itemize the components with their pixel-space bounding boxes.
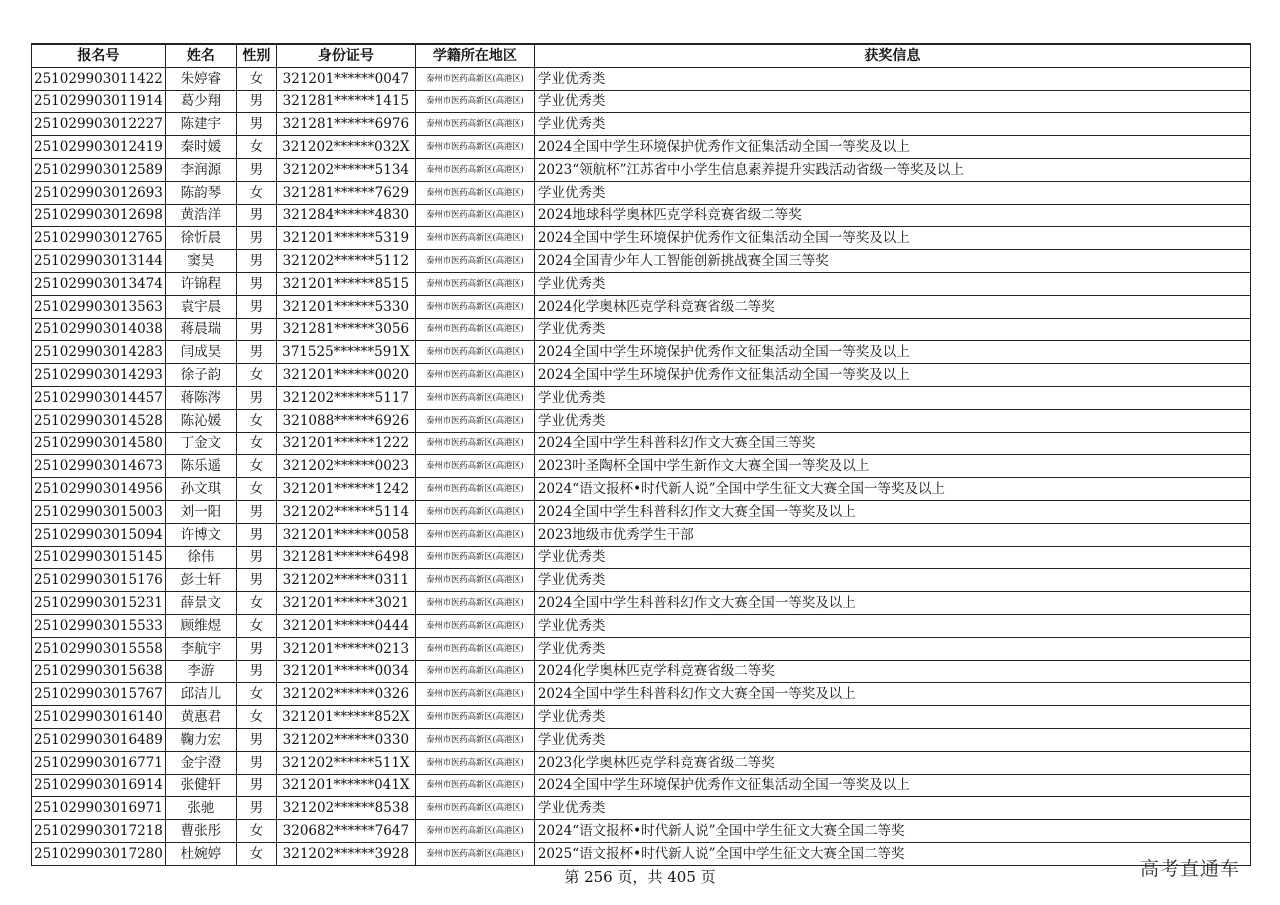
- award-info-cell: 学业优秀类: [534, 797, 1250, 820]
- school-region-cell: 泰州市医药高新区(高港区): [415, 432, 534, 455]
- award-info-cell: 2024全国中学生环境保护优秀作文征集活动全国一等奖及以上: [534, 227, 1250, 250]
- gender-cell: 女: [236, 820, 276, 843]
- award-info-cell: 学业优秀类: [534, 113, 1250, 136]
- student-name-cell: 丁金文: [165, 432, 236, 455]
- table-row: [32, 706, 1251, 729]
- id-number-cell: 321201******0034: [276, 660, 415, 683]
- gender-cell: 女: [236, 842, 276, 865]
- award-info-cell: 2024全国青少年人工智能创新挑战赛全国三等奖: [534, 250, 1250, 273]
- table-row: [32, 227, 1251, 250]
- gender-cell: 男: [236, 158, 276, 181]
- student-name-cell: 徐子韵: [165, 364, 236, 387]
- gender-cell: 男: [236, 523, 276, 546]
- school-region-cell: 泰州市医药高新区(高港区): [415, 706, 534, 729]
- gender-cell: 男: [236, 90, 276, 113]
- id-number-cell: 321201******0020: [276, 364, 415, 387]
- id-number-cell: 321201******0058: [276, 523, 415, 546]
- table-row: [32, 569, 1251, 592]
- gender-cell: 男: [236, 637, 276, 660]
- student-name-cell: 徐忻晨: [165, 227, 236, 250]
- id-number-cell: 321201******1222: [276, 432, 415, 455]
- award-info-cell: 2024全国中学生环境保护优秀作文征集活动全国一等奖及以上: [534, 364, 1250, 387]
- award-info-cell: 2024化学奥林匹克学科竞赛省级二等奖: [534, 660, 1250, 683]
- table-header-row: [32, 44, 1251, 67]
- registration-number-cell: 251029903014956: [32, 478, 166, 501]
- gender-cell: 女: [236, 478, 276, 501]
- student-name-cell: 金宇澄: [165, 751, 236, 774]
- student-name-cell: 窦昊: [165, 250, 236, 273]
- school-region-cell: 泰州市医药高新区(高港区): [415, 455, 534, 478]
- table-row: [32, 432, 1251, 455]
- registration-number-cell: 251029903014293: [32, 364, 166, 387]
- id-number-cell: 321202******8538: [276, 797, 415, 820]
- student-name-cell: 陈韵琴: [165, 181, 236, 204]
- id-number-cell: 321284******4830: [276, 204, 415, 227]
- school-region-cell: 泰州市医药高新区(高港区): [415, 478, 534, 501]
- id-number-cell: 321201******5319: [276, 227, 415, 250]
- student-name-cell: 徐伟: [165, 546, 236, 569]
- gender-cell: 男: [236, 204, 276, 227]
- student-name-cell: 薛景文: [165, 592, 236, 615]
- school-region-cell: 泰州市医药高新区(高港区): [415, 227, 534, 250]
- school-region-cell: 泰州市医药高新区(高港区): [415, 204, 534, 227]
- gender-cell: 女: [236, 136, 276, 159]
- gender-cell: 男: [236, 318, 276, 341]
- student-name-cell: 陈沁媛: [165, 409, 236, 432]
- id-number-cell: 321202******5112: [276, 250, 415, 273]
- page-number: 第 256 页，共 405 页: [564, 868, 716, 886]
- school-region-cell: 泰州市医药高新区(高港区): [415, 318, 534, 341]
- award-info-cell: 2024地球科学奥林匹克学科竞赛省级二等奖: [534, 204, 1250, 227]
- registration-number-cell: 251029903015003: [32, 500, 166, 523]
- award-info-cell: 2023化学奥林匹克学科竞赛省级二等奖: [534, 751, 1250, 774]
- school-region-cell: 泰州市医药高新区(高港区): [415, 797, 534, 820]
- gender-cell: 男: [236, 728, 276, 751]
- student-name-cell: 黄浩洋: [165, 204, 236, 227]
- id-number-cell: 321281******7629: [276, 181, 415, 204]
- gender-cell: 女: [236, 67, 276, 90]
- gender-cell: 男: [236, 386, 276, 409]
- student-name-cell: 刘一阳: [165, 500, 236, 523]
- student-name-cell: 秦时媛: [165, 136, 236, 159]
- registration-number-cell: 251029903012227: [32, 113, 166, 136]
- registration-number-cell: 251029903012765: [32, 227, 166, 250]
- registration-number-cell: 251029903013144: [32, 250, 166, 273]
- award-info-cell: 学业优秀类: [534, 272, 1250, 295]
- award-info-cell: 2024“语文报杯•时代新人说”全国中学生征文大赛全国一等奖及以上: [534, 478, 1250, 501]
- id-number-cell: 321201******0444: [276, 614, 415, 637]
- table-row: [32, 751, 1251, 774]
- id-number-cell: 321202******0330: [276, 728, 415, 751]
- award-info-cell: 学业优秀类: [534, 706, 1250, 729]
- registration-number-cell: 251029903011914: [32, 90, 166, 113]
- award-info-cell: 学业优秀类: [534, 637, 1250, 660]
- table-row: [32, 455, 1251, 478]
- school-region-cell: 泰州市医药高新区(高港区): [415, 136, 534, 159]
- gender-cell: 男: [236, 751, 276, 774]
- gender-cell: 女: [236, 706, 276, 729]
- award-info-cell: 学业优秀类: [534, 318, 1250, 341]
- registration-number-cell: 251029903012698: [32, 204, 166, 227]
- student-name-cell: 李润源: [165, 158, 236, 181]
- id-number-cell: 321281******3056: [276, 318, 415, 341]
- header-gender: 性别: [236, 44, 276, 67]
- gender-cell: 女: [236, 592, 276, 615]
- id-number-cell: 321202******5134: [276, 158, 415, 181]
- watermark-logo: 高考直通车: [1140, 858, 1241, 880]
- gender-cell: 女: [236, 181, 276, 204]
- table-row: [32, 478, 1251, 501]
- school-region-cell: 泰州市医药高新区(高港区): [415, 820, 534, 843]
- gender-cell: 女: [236, 614, 276, 637]
- id-number-cell: 321201******5330: [276, 295, 415, 318]
- id-number-cell: 321201******852X: [276, 706, 415, 729]
- gender-cell: 男: [236, 569, 276, 592]
- gender-cell: 女: [236, 683, 276, 706]
- id-number-cell: 321201******3021: [276, 592, 415, 615]
- id-number-cell: 321202******3928: [276, 842, 415, 865]
- registration-number-cell: 251029903015533: [32, 614, 166, 637]
- table-body: [32, 67, 1251, 865]
- school-region-cell: 泰州市医药高新区(高港区): [415, 774, 534, 797]
- award-info-cell: 学业优秀类: [534, 90, 1250, 113]
- award-info-cell: 学业优秀类: [534, 386, 1250, 409]
- table-row: [32, 204, 1251, 227]
- table-row: [32, 820, 1251, 843]
- registration-number-cell: 251029903015176: [32, 569, 166, 592]
- school-region-cell: 泰州市医药高新区(高港区): [415, 751, 534, 774]
- award-info-cell: 2024“语文报杯•时代新人说”全国中学生征文大赛全国二等奖: [534, 820, 1250, 843]
- registration-number-cell: 251029903016489: [32, 728, 166, 751]
- header-award-info: 获奖信息: [534, 44, 1250, 67]
- student-name-cell: 葛少翔: [165, 90, 236, 113]
- student-name-cell: 黄惠君: [165, 706, 236, 729]
- award-info-cell: 2023叶圣陶杯全国中学生新作文大赛全国一等奖及以上: [534, 455, 1250, 478]
- student-name-cell: 邱洁儿: [165, 683, 236, 706]
- student-name-cell: 袁宇晨: [165, 295, 236, 318]
- gender-cell: 女: [236, 364, 276, 387]
- table-row: [32, 181, 1251, 204]
- student-name-cell: 顾维煜: [165, 614, 236, 637]
- student-name-cell: 陈乐遥: [165, 455, 236, 478]
- table-row: [32, 546, 1251, 569]
- table-row: [32, 341, 1251, 364]
- id-number-cell: 321202******5114: [276, 500, 415, 523]
- registration-number-cell: 251029903011422: [32, 67, 166, 90]
- student-name-cell: 彭士轩: [165, 569, 236, 592]
- award-info-cell: 2024全国中学生科普科幻作文大赛全国一等奖及以上: [534, 592, 1250, 615]
- id-number-cell: 371525******591X: [276, 341, 415, 364]
- award-info-cell: 学业优秀类: [534, 614, 1250, 637]
- student-name-cell: 蒋晨瑞: [165, 318, 236, 341]
- award-info-cell: 学业优秀类: [534, 546, 1250, 569]
- school-region-cell: 泰州市医药高新区(高港区): [415, 728, 534, 751]
- award-info-cell: 2024化学奥林匹克学科竞赛省级二等奖: [534, 295, 1250, 318]
- award-info-cell: 2023地级市优秀学生干部: [534, 523, 1250, 546]
- id-number-cell: 321281******6498: [276, 546, 415, 569]
- gender-cell: 男: [236, 227, 276, 250]
- id-number-cell: 321201******0213: [276, 637, 415, 660]
- school-region-cell: 泰州市医药高新区(高港区): [415, 660, 534, 683]
- school-region-cell: 泰州市医药高新区(高港区): [415, 592, 534, 615]
- table-row: [32, 90, 1251, 113]
- registration-number-cell: 251029903015767: [32, 683, 166, 706]
- award-info-cell: 2024全国中学生科普科幻作文大赛全国一等奖及以上: [534, 683, 1250, 706]
- header-registration-number: 报名号: [32, 44, 166, 67]
- id-number-cell: 321281******6976: [276, 113, 415, 136]
- gender-cell: 男: [236, 272, 276, 295]
- registration-number-cell: 251029903014673: [32, 455, 166, 478]
- table-row: [32, 158, 1251, 181]
- school-region-cell: 泰州市医药高新区(高港区): [415, 295, 534, 318]
- school-region-cell: 泰州市医药高新区(高港区): [415, 683, 534, 706]
- gender-cell: 男: [236, 341, 276, 364]
- id-number-cell: 321202******0023: [276, 455, 415, 478]
- school-region-cell: 泰州市医药高新区(高港区): [415, 67, 534, 90]
- registration-number-cell: 251029903013474: [32, 272, 166, 295]
- student-name-cell: 朱婷睿: [165, 67, 236, 90]
- registration-number-cell: 251029903012589: [32, 158, 166, 181]
- school-region-cell: 泰州市医药高新区(高港区): [415, 181, 534, 204]
- table-row: [32, 842, 1251, 865]
- table-row: [32, 250, 1251, 273]
- student-name-cell: 张驰: [165, 797, 236, 820]
- school-region-cell: 泰州市医药高新区(高港区): [415, 113, 534, 136]
- school-region-cell: 泰州市医药高新区(高港区): [415, 637, 534, 660]
- award-info-cell: 学业优秀类: [534, 181, 1250, 204]
- table-row: [32, 500, 1251, 523]
- school-region-cell: 泰州市医药高新区(高港区): [415, 341, 534, 364]
- table-row: [32, 660, 1251, 683]
- award-info-cell: 2023“领航杯”江苏省中小学生信息素养提升实践活动省级一等奖及以上: [534, 158, 1250, 181]
- registration-number-cell: 251029903015094: [32, 523, 166, 546]
- school-region-cell: 泰州市医药高新区(高港区): [415, 272, 534, 295]
- id-number-cell: 321202******032X: [276, 136, 415, 159]
- registration-number-cell: 251029903012693: [32, 181, 166, 204]
- id-number-cell: 321201******1242: [276, 478, 415, 501]
- student-name-cell: 李游: [165, 660, 236, 683]
- registration-number-cell: 251029903015638: [32, 660, 166, 683]
- header-school-region: 学籍所在地区: [415, 44, 534, 67]
- table-row: [32, 272, 1251, 295]
- award-info-cell: 2024全国中学生环境保护优秀作文征集活动全国一等奖及以上: [534, 774, 1250, 797]
- id-number-cell: 321202******0311: [276, 569, 415, 592]
- registration-number-cell: 251029903015558: [32, 637, 166, 660]
- gender-cell: 男: [236, 774, 276, 797]
- registration-number-cell: 251029903014283: [32, 341, 166, 364]
- id-number-cell: 321201******0047: [276, 67, 415, 90]
- award-info-cell: 2024全国中学生科普科幻作文大赛全国三等奖: [534, 432, 1250, 455]
- registration-number-cell: 251029903016971: [32, 797, 166, 820]
- table-row: [32, 683, 1251, 706]
- table-row: [32, 409, 1251, 432]
- gender-cell: 女: [236, 455, 276, 478]
- gender-cell: 男: [236, 797, 276, 820]
- school-region-cell: 泰州市医药高新区(高港区): [415, 500, 534, 523]
- header-name: 姓名: [165, 44, 236, 67]
- id-number-cell: 321201******8515: [276, 272, 415, 295]
- gender-cell: 男: [236, 113, 276, 136]
- registration-number-cell: 251029903016140: [32, 706, 166, 729]
- award-info-cell: 2024全国中学生环境保护优秀作文征集活动全国一等奖及以上: [534, 136, 1250, 159]
- gender-cell: 男: [236, 660, 276, 683]
- school-region-cell: 泰州市医药高新区(高港区): [415, 90, 534, 113]
- gender-cell: 男: [236, 295, 276, 318]
- id-number-cell: 320682******7647: [276, 820, 415, 843]
- registration-number-cell: 251029903017218: [32, 820, 166, 843]
- student-name-cell: 李航宇: [165, 637, 236, 660]
- registration-number-cell: 251029903016771: [32, 751, 166, 774]
- table-row: [32, 386, 1251, 409]
- registration-number-cell: 251029903017280: [32, 842, 166, 865]
- gender-cell: 女: [236, 409, 276, 432]
- registration-number-cell: 251029903014580: [32, 432, 166, 455]
- student-name-cell: 曹张彤: [165, 820, 236, 843]
- student-name-cell: 许博文: [165, 523, 236, 546]
- school-region-cell: 泰州市医药高新区(高港区): [415, 250, 534, 273]
- award-info-cell: 2024全国中学生科普科幻作文大赛全国一等奖及以上: [534, 500, 1250, 523]
- award-info-cell: 2025“语文报杯•时代新人说”全国中学生征文大赛全国二等奖: [534, 842, 1250, 865]
- table-row: [32, 318, 1251, 341]
- id-number-cell: 321202******511X: [276, 751, 415, 774]
- gender-cell: 女: [236, 432, 276, 455]
- student-name-cell: 许锦程: [165, 272, 236, 295]
- table-row: [32, 637, 1251, 660]
- header-id-number: 身份证号: [276, 44, 415, 67]
- registration-number-cell: 251029903014457: [32, 386, 166, 409]
- student-name-cell: 鞠力宏: [165, 728, 236, 751]
- student-name-cell: 陈建宇: [165, 113, 236, 136]
- school-region-cell: 泰州市医药高新区(高港区): [415, 569, 534, 592]
- gender-cell: 男: [236, 500, 276, 523]
- id-number-cell: 321202******5117: [276, 386, 415, 409]
- student-name-cell: 闫成昊: [165, 341, 236, 364]
- student-name-cell: 蒋陈涔: [165, 386, 236, 409]
- registration-number-cell: 251029903014038: [32, 318, 166, 341]
- gender-cell: 男: [236, 546, 276, 569]
- table-row: [32, 592, 1251, 615]
- id-number-cell: 321088******6926: [276, 409, 415, 432]
- id-number-cell: 321201******041X: [276, 774, 415, 797]
- id-number-cell: 321202******0326: [276, 683, 415, 706]
- registration-number-cell: 251029903015231: [32, 592, 166, 615]
- registration-number-cell: 251029903015145: [32, 546, 166, 569]
- table-row: [32, 797, 1251, 820]
- admissions-award-table: [31, 43, 1251, 866]
- school-region-cell: 泰州市医药高新区(高港区): [415, 842, 534, 865]
- table-row: [32, 523, 1251, 546]
- award-info-cell: 学业优秀类: [534, 409, 1250, 432]
- student-name-cell: 张健轩: [165, 774, 236, 797]
- table-row: [32, 728, 1251, 751]
- table-row: [32, 295, 1251, 318]
- table-row: [32, 113, 1251, 136]
- table-row: [32, 136, 1251, 159]
- table-row: [32, 364, 1251, 387]
- student-name-cell: 杜婉婷: [165, 842, 236, 865]
- id-number-cell: 321281******1415: [276, 90, 415, 113]
- student-name-cell: 孙文琪: [165, 478, 236, 501]
- table-row: [32, 614, 1251, 637]
- school-region-cell: 泰州市医药高新区(高港区): [415, 523, 534, 546]
- table-row: [32, 67, 1251, 90]
- award-info-cell: 学业优秀类: [534, 728, 1250, 751]
- table-row: [32, 774, 1251, 797]
- registration-number-cell: 251029903016914: [32, 774, 166, 797]
- registration-number-cell: 251029903013563: [32, 295, 166, 318]
- school-region-cell: 泰州市医药高新区(高港区): [415, 409, 534, 432]
- award-info-cell: 学业优秀类: [534, 67, 1250, 90]
- gender-cell: 男: [236, 250, 276, 273]
- award-info-cell: 学业优秀类: [534, 569, 1250, 592]
- registration-number-cell: 251029903014528: [32, 409, 166, 432]
- award-info-cell: 2024全国中学生环境保护优秀作文征集活动全国一等奖及以上: [534, 341, 1250, 364]
- school-region-cell: 泰州市医药高新区(高港区): [415, 386, 534, 409]
- school-region-cell: 泰州市医药高新区(高港区): [415, 364, 534, 387]
- school-region-cell: 泰州市医药高新区(高港区): [415, 546, 534, 569]
- registration-number-cell: 251029903012419: [32, 136, 166, 159]
- school-region-cell: 泰州市医药高新区(高港区): [415, 158, 534, 181]
- school-region-cell: 泰州市医药高新区(高港区): [415, 614, 534, 637]
